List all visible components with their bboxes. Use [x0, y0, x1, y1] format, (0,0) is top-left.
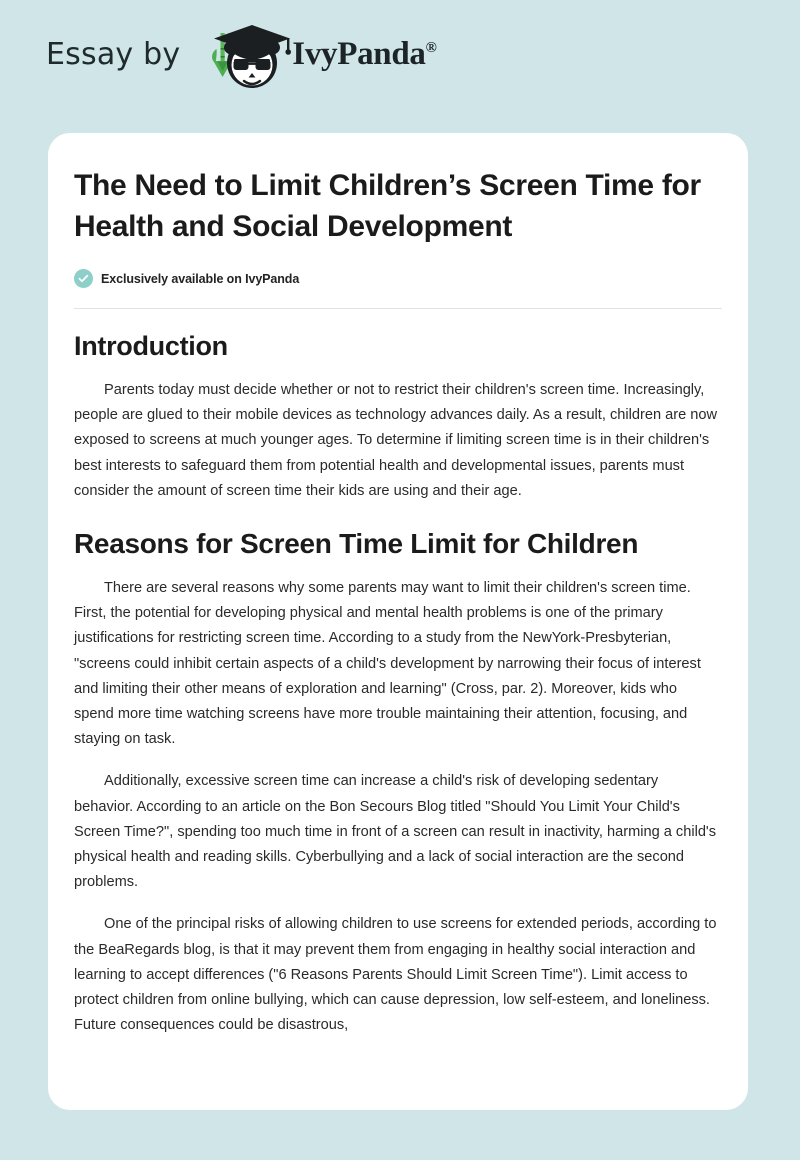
paragraph: Parents today must decide whether or not to restrict their children's screen time. Increasingly, people are glued to their mobile devices as technology advances daily. As a result, children are now exposed to screens at much younger ages. To determine if limiting screen time is in their children's best interests to safeguard them from potential health and developmental issues, parents must consider the amount of screen time their kids are using and their age.	[74, 382, 718, 499]
section-heading-introduction: Introduction	[74, 331, 228, 361]
essay-by-label: Essay by	[46, 37, 181, 72]
document-card	[48, 133, 748, 1110]
registered-trademark-symbol: ®	[425, 40, 437, 56]
ivypanda-wordmark	[292, 36, 436, 73]
paragraph: There are several reasons why some parents may want to limit their children's screen time. First, the potential for developing physical and mental health problems is one of the primary justifications for restricting screen time. According to a study from the NewYork-Presbyterian, "screens could inhibit certain aspects of a child's development by narrowing their focus of interest and limiting their other means of exploration and learning" (Cross, par. 2). Moreover, kids who spend more time watching screens have more trouble maintaining their attention, focusing, and staying on task.	[74, 580, 701, 748]
paragraph: One of the principal risks of allowing children to use screens for extended periods, according to the BeaRegards blog, is that it may prevent them from engaging in healthy social interaction and learning to accept differences ("6 Reasons Parents Should Limit Screen Time"). Limit access to protect children from online bullying, which can cause depression, low self-esteem, and loneliness. Future consequences could be disastrous,	[74, 916, 717, 1034]
panda-graduate-icon	[200, 19, 296, 91]
ivypanda-wordmark-text: IvyPanda	[292, 36, 426, 72]
check-circle-icon	[74, 269, 93, 288]
page-title: The Need to Limit Children’s Screen Time for Health and Social Development	[74, 169, 701, 243]
masthead	[0, 0, 800, 133]
exclusive-badge-label: Exclusively available on IvyPanda	[101, 271, 300, 286]
exclusive-badge	[74, 269, 722, 288]
ivypanda-logo-link[interactable]	[200, 19, 436, 91]
masthead-lockup	[46, 19, 437, 91]
section-heading-reasons: Reasons for Screen Time Limit for Children	[74, 528, 639, 560]
paragraph: Additionally, excessive screen time can increase a child's risk of developing sedentary behavior. According to an article on the Bon Secours Blog titled "Should You Limit Your Child's Screen Time?", spending too much time in front of a screen can result in inactivity, harming a child's physical health and reading skills. Cyberbullying and a lack of social interaction are the second problems.	[74, 773, 717, 891]
title-divider	[74, 308, 722, 309]
